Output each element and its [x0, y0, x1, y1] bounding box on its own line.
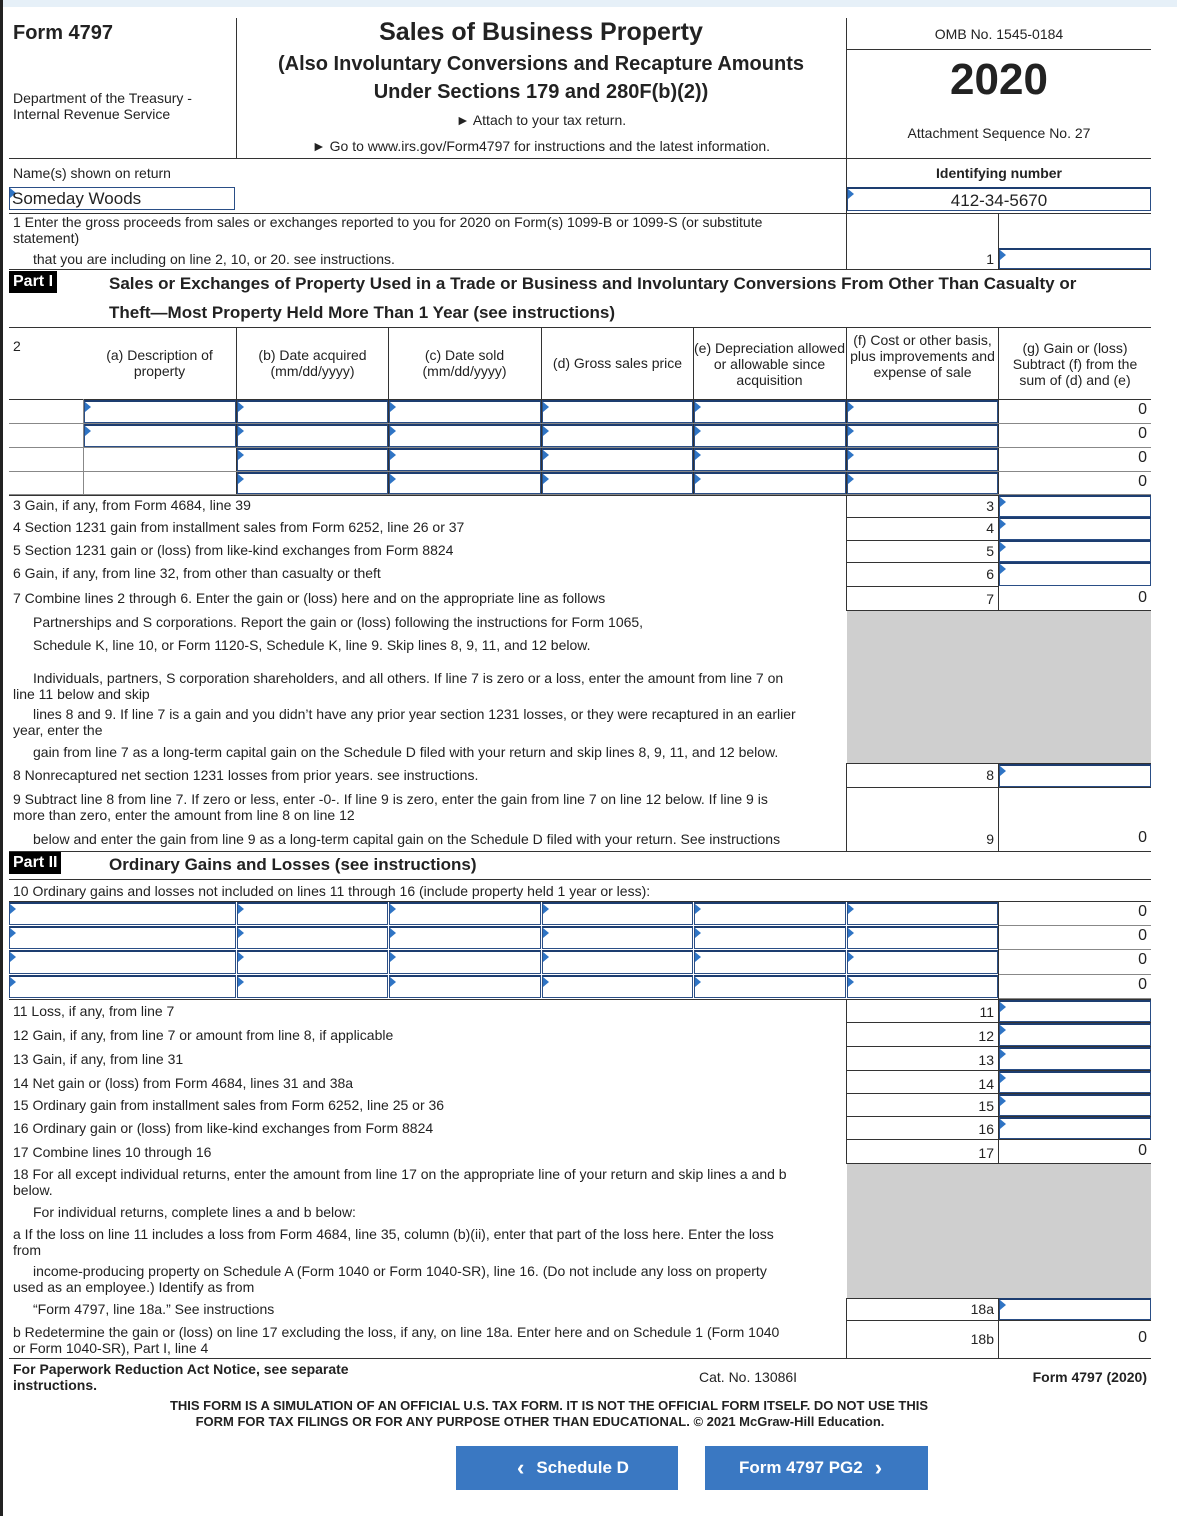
- next-form-4797-pg2-button[interactable]: [705, 1446, 928, 1490]
- line18b-num: 18b: [970, 1331, 994, 1347]
- line3-num: 3: [986, 498, 994, 514]
- line18a-text-5: “Form 4797, line 18a.” See instructions: [33, 1301, 275, 1317]
- part2-row1-colb-input[interactable]: [237, 902, 388, 925]
- part1-row1-colb-input[interactable]: [237, 400, 388, 423]
- part1-row4-colf-input[interactable]: [847, 472, 998, 494]
- line11-num: 11: [979, 1004, 994, 1020]
- chevron-left-icon: ‹: [517, 1455, 525, 1480]
- part1-label: Part I: [9, 271, 57, 293]
- line4-input[interactable]: [999, 517, 1151, 540]
- part2-row3-colf-input[interactable]: [847, 950, 998, 974]
- line9-text-2: more than zero, enter the amount from line 8 on line 12: [13, 807, 355, 823]
- part2-row3-gain-value: 0: [1138, 951, 1147, 968]
- part1-row2-gain-value: 0: [1138, 425, 1147, 442]
- line17-text: 17 Combine lines 10 through 16: [13, 1144, 212, 1160]
- col-g-header: (g) Gain or (loss) Subtract (f) from the sum of (d) and (e): [1012, 340, 1138, 388]
- form-number: Form 4797: [13, 22, 114, 44]
- line12-num: 12: [978, 1028, 994, 1044]
- line18b-text: b Redetermine the gain or (loss) on line 17 excluding the loss, if any, on line 18a. Enter here and on Schedule 1 (Form 1040: [13, 1324, 780, 1340]
- part2-row3-cold-input[interactable]: [542, 950, 693, 974]
- line17-num: 17: [978, 1145, 994, 1161]
- part1-row4-gain-value: 0: [1138, 473, 1147, 490]
- subtitle-1: (Also Involuntary Conversions and Recapture Amounts: [277, 53, 804, 75]
- line1-text3: that you are including on line 2, 10, or 20. see instructions.: [33, 251, 395, 267]
- line6-text: 6 Gain, if any, from line 32, from other than casualty or theft: [13, 565, 381, 581]
- line6-num: 6: [986, 566, 994, 582]
- part2-row1-cola-input[interactable]: [9, 902, 236, 925]
- id-label: Identifying number: [936, 165, 1062, 181]
- line3-text: 3 Gain, if any, from Form 4684, line 39: [13, 497, 251, 513]
- shaded-area-7: [847, 611, 1151, 763]
- part1-row1-cola-input[interactable]: [84, 400, 236, 423]
- line18b-text-2: or Form 1040-SR), Part I, line 4: [13, 1340, 209, 1356]
- line8-num: 8: [986, 767, 994, 783]
- paperwork-notice: For Paperwork Reduction Act Notice, see separate: [13, 1361, 349, 1377]
- part2-row2-colc-input[interactable]: [389, 926, 541, 949]
- part2-row4-cole-input[interactable]: [694, 975, 846, 998]
- line16-text: 16 Ordinary gain or (loss) from like-kind exchanges from Form 8824: [13, 1120, 434, 1136]
- department: Department of the Treasury - Internal Revenue Service: [13, 90, 192, 122]
- disclaimer-line-1: THIS FORM IS A SIMULATION OF AN OFFICIAL U.S. TAX FORM. IT IS NOT THE OFFICIAL FORM ITSELF. DO NOT USE THIS: [169, 1398, 929, 1413]
- part2-row4-colf-input[interactable]: [847, 975, 998, 998]
- part2-row2-gain-value: 0: [1138, 927, 1147, 944]
- line18a-input[interactable]: [999, 1298, 1151, 1320]
- part2-row2-cold-input[interactable]: [542, 926, 693, 949]
- part1-row1-cole-input[interactable]: [694, 400, 846, 423]
- prev-schedule-d-button[interactable]: [456, 1446, 678, 1490]
- line2-num: 2: [13, 338, 21, 354]
- part1-row4-cole-input[interactable]: [694, 472, 846, 494]
- line18-text: 18 For all except individual returns, enter the amount from line 17 on the appropriate line of your return and skip lines a and b: [13, 1166, 787, 1182]
- name-value: Someday Woods: [12, 189, 142, 208]
- part2-row3-colb-input[interactable]: [237, 950, 388, 974]
- name-field[interactable]: [9, 187, 235, 210]
- part2-row4-gain-value: 0: [1138, 976, 1147, 993]
- line13-num: 13: [978, 1052, 994, 1068]
- part2-row4-cold-input[interactable]: [542, 975, 693, 998]
- part1-row3-colf-input[interactable]: [847, 448, 998, 471]
- line18a-text-2: from: [13, 1242, 41, 1258]
- id-value: 412-34-5670: [950, 191, 1048, 210]
- line7-text: 7 Combine lines 2 through 6. Enter the gain or (loss) here and on the appropriate line as follows: [13, 590, 606, 606]
- disclaimer-line-2: FORM FOR TAX FILINGS OR FOR ANY PURPOSE OTHER THAN EDUCATIONAL. © 2021 McGraw-Hill Education.: [195, 1414, 885, 1429]
- col-e-header: (e) Depreciation allowed or allowable since acquisition: [694, 340, 845, 388]
- attach-note: ► Attach to your tax return.: [455, 112, 627, 128]
- line7-individual-3: lines 8 and 9. If line 7 is a gain and you didn’t have any prior year section 1231 losses, or they were recaptured in an earlier: [33, 706, 796, 722]
- line15-text: 15 Ordinary gain from installment sales from Form 6252, line 25 or 36: [13, 1097, 445, 1113]
- line18-text-2: below.: [13, 1182, 53, 1198]
- part1-title: Sales or Exchanges of Property Used in a Trade or Business and Involuntary Conversions From Other Than Casualty or: [109, 274, 1077, 293]
- line10-text: 10 Ordinary gains and losses not included on lines 11 through 16 (include property held 1 year or less):: [13, 883, 651, 899]
- part2-row1-cold-input[interactable]: [542, 902, 693, 925]
- part2-row1-cole-input[interactable]: [694, 902, 846, 925]
- line16-input[interactable]: [999, 1117, 1151, 1139]
- line12-text: 12 Gain, if any, from line 7 or amount from line 8, if applicable: [13, 1027, 394, 1043]
- col-c-header: (c) Date sold (mm/dd/yyyy): [422, 347, 507, 379]
- line7-partnership-2: Schedule K, line 10, or Form 1120-S, Schedule K, line 9. Skip lines 8, 9, 11, and 12 below.: [33, 637, 591, 653]
- line15-num: 15: [978, 1098, 994, 1114]
- prev-button-label: Schedule D: [536, 1458, 629, 1477]
- line8-input[interactable]: [999, 764, 1151, 787]
- line5-num: 5: [986, 543, 994, 559]
- line1-num: 1: [986, 251, 994, 267]
- line1-text: 1 Enter the gross proceeds from sales or exchanges reported to you for 2020 on Form(s) 1099-B or 1099-S (or substitute: [13, 214, 763, 230]
- part1-row2-cole-input[interactable]: [694, 424, 846, 447]
- line7-individual-5: gain from line 7 as a long-term capital gain on the Schedule D filed with your return and skip lines 8, 9, 11, and 12 below.: [33, 744, 779, 760]
- part1-row2-colb-input[interactable]: [237, 424, 388, 447]
- part2-row1-colf-input[interactable]: [847, 902, 998, 925]
- part2-title: Ordinary Gains and Losses (see instructions): [109, 855, 477, 874]
- part2-row1-colc-input[interactable]: [389, 902, 541, 925]
- line4-num: 4: [986, 520, 994, 536]
- line18-individual: For individual returns, complete lines a and b below:: [33, 1204, 356, 1220]
- part1-row3-gain-value: 0: [1138, 449, 1147, 466]
- goto-note: ► Go to www.irs.gov/Form4797 for instructions and the latest information.: [311, 138, 771, 154]
- line18a-num: 18a: [970, 1301, 994, 1317]
- id-field[interactable]: [847, 187, 1151, 211]
- part1-row1-colf-input[interactable]: [847, 400, 998, 423]
- line11-input[interactable]: [999, 1000, 1151, 1022]
- paperwork-notice-2: instructions.: [13, 1377, 98, 1393]
- footer-form-name: Form 4797 (2020): [1032, 1369, 1147, 1385]
- left-border: [0, 0, 3, 1516]
- line17-value: 0: [1138, 1142, 1147, 1159]
- line14-num: 14: [978, 1076, 994, 1092]
- line7-num: 7: [986, 591, 994, 607]
- next-button-label: Form 4797 PG2: [738, 1458, 863, 1477]
- part2-row2-colb-input[interactable]: [237, 926, 388, 949]
- line1-input[interactable]: [999, 248, 1151, 269]
- name-label: Name(s) shown on return: [13, 165, 171, 181]
- line18a-text-3: income-producing property on Schedule A (Form 1040 or Form 1040-SR), line 16. (Do not include any loss on property: [33, 1263, 767, 1279]
- part2-row3-cole-input[interactable]: [694, 950, 846, 974]
- part1-row2-colc-input[interactable]: [389, 424, 541, 447]
- line7-partnership-1: Partnerships and S corporations. Report the gain or (loss) following the instructions for Form 1065,: [33, 614, 644, 630]
- part2-row4-cola-input[interactable]: [9, 975, 236, 998]
- line5-input[interactable]: [999, 540, 1151, 562]
- tax-year: 2020: [950, 55, 1048, 104]
- part2-row1-gain-value: 0: [1138, 903, 1147, 920]
- part1-row4-cold-input[interactable]: [542, 472, 693, 494]
- part2-row2-cole-input[interactable]: [694, 926, 846, 949]
- line18a-text-4: used as an employee.) Identify as from: [13, 1279, 255, 1295]
- line15-input[interactable]: [999, 1094, 1151, 1116]
- part2-row3-colc-input[interactable]: [389, 950, 541, 974]
- line13-text: 13 Gain, if any, from line 31: [13, 1051, 184, 1067]
- part2-row4-colc-input[interactable]: [389, 975, 541, 998]
- part2-row4-colb-input[interactable]: [237, 975, 388, 998]
- col-f-header: (f) Cost or other basis, plus improvements and expense of sale: [850, 332, 995, 380]
- chevron-right-icon: ›: [874, 1455, 883, 1480]
- line7-individual-4: year, enter the: [13, 722, 103, 738]
- part1-row2-cola-input[interactable]: [84, 424, 236, 447]
- part1-title-2: Theft—Most Property Held More Than 1 Year (see instructions): [109, 303, 616, 322]
- part2-row2-colf-input[interactable]: [847, 926, 998, 949]
- line9-text-3: below and enter the gain from line 9 as a long-term capital gain on the Schedule D filed with your return. See instructions: [33, 831, 781, 847]
- part1-row1-colc-input[interactable]: [389, 400, 541, 423]
- col-b-header: (b) Date acquired (mm/dd/yyyy): [258, 347, 367, 379]
- col-a-header: (a) Description of property: [106, 347, 213, 379]
- line7-individual-1: Individuals, partners, S corporation shareholders, and all others. If line 7 is zero or a loss, enter the amount from line 7 on: [33, 670, 784, 686]
- line7-value: 0: [1138, 589, 1147, 606]
- line9-value: 0: [1138, 829, 1147, 846]
- line16-num: 16: [978, 1121, 994, 1137]
- attachment-sequence: Attachment Sequence No. 27: [907, 125, 1091, 141]
- line4-text: 4 Section 1231 gain from installment sales from Form 6252, line 26 or 37: [13, 519, 465, 535]
- line11-text: 11 Loss, if any, from line 7: [13, 1003, 175, 1019]
- line14-text: 14 Net gain or (loss) from Form 4684, lines 31 and 38a: [13, 1075, 354, 1091]
- line13-input[interactable]: [999, 1047, 1151, 1070]
- subtitle-2: Under Sections 179 and 280F(b)(2)): [373, 81, 709, 103]
- cat-number: Cat. No. 13086I: [699, 1369, 798, 1385]
- part1-row4-colb-input[interactable]: [237, 472, 388, 494]
- part1-row1-gain-value: 0: [1138, 401, 1147, 418]
- line1-text2: statement): [13, 230, 80, 246]
- line14-input[interactable]: [999, 1071, 1151, 1093]
- part1-row1-cold-input[interactable]: [542, 400, 693, 423]
- page-title: Sales of Business Property: [379, 18, 703, 46]
- line18a-text: a If the loss on line 11 includes a loss from Form 4684, line 35, column (b)(ii), enter that part of the loss here. Enter the loss: [13, 1226, 774, 1242]
- shaded-area-18: [847, 1164, 1151, 1298]
- part2-row2-cola-input[interactable]: [9, 926, 236, 949]
- part1-row2-colf-input[interactable]: [847, 424, 998, 447]
- top-strip: [0, 0, 1177, 7]
- part1-row2-cold-input[interactable]: [542, 424, 693, 447]
- line7-individual-2: line 11 below and skip: [13, 686, 150, 702]
- line18b-value: 0: [1138, 1329, 1147, 1346]
- line8-text: 8 Nonrecaptured net section 1231 losses from prior years. see instructions.: [13, 767, 479, 783]
- part1-row3-colb-input[interactable]: [237, 448, 388, 471]
- omb-number: OMB No. 1545-0184: [934, 26, 1064, 42]
- part1-row3-cole-input[interactable]: [694, 448, 846, 471]
- part1-row3-cold-input[interactable]: [542, 448, 693, 471]
- line3-input[interactable]: [999, 495, 1151, 517]
- line6-input[interactable]: [999, 562, 1151, 586]
- part2-row3-cola-input[interactable]: [9, 950, 236, 974]
- part1-row4-colc-input[interactable]: [389, 472, 541, 494]
- part1-row3-colc-input[interactable]: [389, 448, 541, 471]
- part2-label: Part II: [9, 852, 61, 874]
- col-d-header: (d) Gross sales price: [552, 355, 683, 371]
- line12-input[interactable]: [999, 1023, 1151, 1046]
- line9-num: 9: [986, 831, 994, 847]
- line5-text: 5 Section 1231 gain or (loss) from like-kind exchanges from Form 8824: [13, 542, 454, 558]
- line9-text: 9 Subtract line 8 from line 7. If zero or less, enter -0-. If line 9 is zero, enter the gain from line 7 on line 12 below. If line 9 is: [13, 791, 768, 807]
